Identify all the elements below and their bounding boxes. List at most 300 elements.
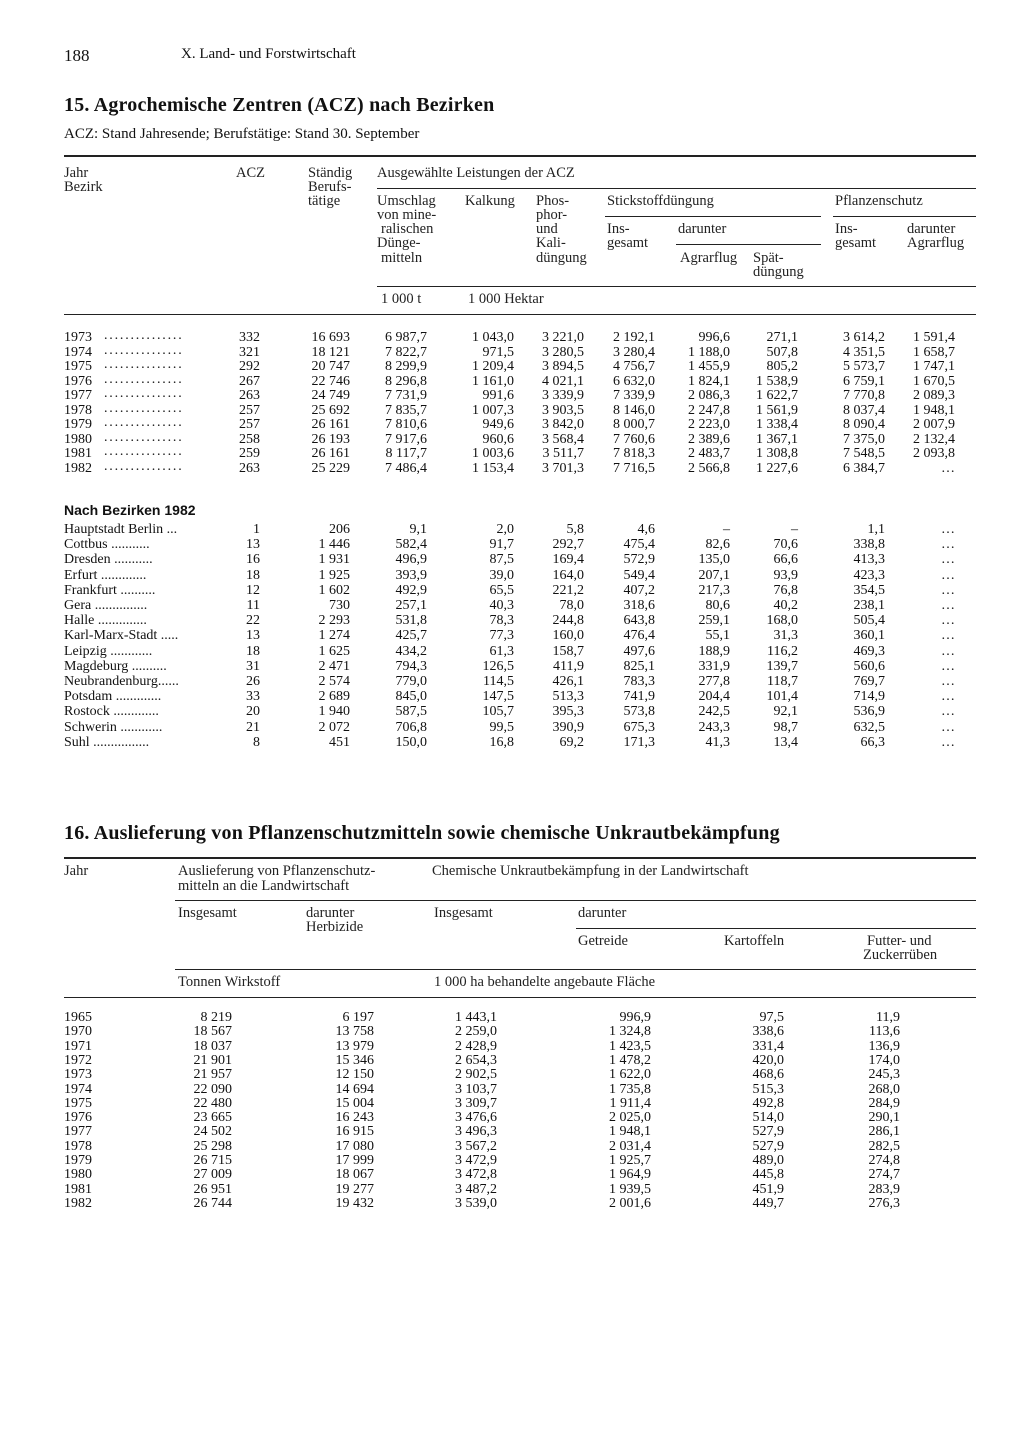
cell-value: 1 324,8 bbox=[609, 1024, 651, 1040]
cell-value: 1 003,6 bbox=[472, 446, 514, 461]
group-auslieferung: mitteln an die Landwirtschaft bbox=[178, 878, 350, 894]
row-label: Hauptstadt Berlin ... bbox=[64, 522, 178, 537]
cell-value: 87,5 bbox=[489, 552, 514, 568]
cell-value: 805,2 bbox=[766, 359, 798, 374]
col-pf-darunter: darunter bbox=[907, 221, 956, 237]
cell-value: 3 103,7 bbox=[455, 1081, 497, 1097]
cell-value: 1 423,5 bbox=[609, 1038, 651, 1054]
cell-value: 2 223,0 bbox=[688, 417, 730, 432]
cell-value: 40,3 bbox=[489, 598, 514, 613]
cell-value: … bbox=[941, 674, 955, 689]
col-phosphor: und bbox=[536, 221, 558, 237]
col-umschlag: Umschlag bbox=[377, 193, 436, 209]
cell-value: 11,9 bbox=[876, 1010, 900, 1025]
cell-value: 714,9 bbox=[853, 689, 885, 705]
cell-value: … bbox=[941, 628, 955, 644]
cell-value: 11 bbox=[246, 598, 260, 613]
cell-value: 8 090,4 bbox=[843, 417, 885, 432]
cell-value: 1 bbox=[253, 522, 260, 537]
cell-value: 114,5 bbox=[483, 674, 514, 689]
col-getreide: Getreide bbox=[578, 933, 628, 949]
cell-value: 14 694 bbox=[335, 1081, 374, 1097]
cell-value: 572,9 bbox=[623, 552, 655, 568]
cell-value: 290,1 bbox=[868, 1110, 900, 1126]
row-label: Suhl ................ bbox=[64, 734, 150, 750]
col-pf-insgesamt: gesamt bbox=[835, 235, 877, 251]
col-umschlag: von mine- bbox=[377, 207, 437, 223]
cell-value: 413,3 bbox=[853, 552, 885, 568]
running-head: X. Land- und Forstwirtschaft bbox=[181, 46, 356, 62]
cell-value: 489,0 bbox=[752, 1153, 784, 1168]
col-phosphor: phor- bbox=[536, 207, 568, 223]
cell-value: 91,7 bbox=[489, 537, 514, 553]
cell-value: … bbox=[941, 552, 955, 568]
cell-value: 8 000,7 bbox=[613, 417, 655, 432]
cell-value: 1 274 bbox=[318, 628, 350, 644]
cell-value: 22 090 bbox=[193, 1081, 232, 1097]
cell-value: – bbox=[723, 522, 730, 537]
cell-value: 3 487,2 bbox=[455, 1181, 497, 1197]
leader-dots: ............... bbox=[104, 328, 184, 343]
cell-value: 8 219 bbox=[200, 1010, 232, 1025]
cell-value: 82,6 bbox=[705, 537, 730, 553]
cell-value: 17 999 bbox=[335, 1153, 374, 1168]
cell-value: 1 824,1 bbox=[688, 373, 730, 389]
cell-value: 1 948,1 bbox=[609, 1124, 651, 1140]
cell-value: 268,0 bbox=[868, 1081, 900, 1097]
cell-value: 98,7 bbox=[773, 719, 798, 735]
cell-value: 6 759,1 bbox=[843, 373, 885, 389]
row-year: 1979 bbox=[64, 417, 92, 432]
cell-value: 1 443,1 bbox=[455, 1010, 497, 1025]
leader-dots: ............... bbox=[104, 342, 184, 358]
cell-value: … bbox=[941, 522, 955, 537]
cell-value: 26 193 bbox=[311, 431, 350, 447]
row-label: 1974 bbox=[64, 1081, 92, 1097]
col-jahr: Jahr bbox=[64, 165, 89, 181]
cell-value: 8 037,4 bbox=[843, 402, 885, 418]
cell-value: 160,0 bbox=[552, 628, 584, 644]
col-insgesamt-a: Insgesamt bbox=[178, 905, 237, 921]
cell-value: 3 894,5 bbox=[542, 359, 584, 374]
cell-value: 3 472,9 bbox=[455, 1153, 497, 1168]
row-label: 1972 bbox=[64, 1052, 92, 1068]
cell-value: 1 188,0 bbox=[688, 344, 730, 360]
cell-value: 515,3 bbox=[752, 1081, 784, 1097]
cell-value: … bbox=[941, 734, 955, 750]
cell-value: 2 093,8 bbox=[913, 446, 955, 461]
cell-value: 19 277 bbox=[335, 1181, 374, 1197]
cell-value: 1 939,5 bbox=[609, 1181, 651, 1197]
cell-value: 2 902,5 bbox=[455, 1067, 497, 1083]
row-label: 1980 bbox=[64, 1167, 92, 1183]
cell-value: 206 bbox=[329, 522, 350, 537]
stickstoff-rule bbox=[605, 216, 821, 217]
cell-value: 527,9 bbox=[752, 1124, 784, 1140]
cell-value: 420,0 bbox=[752, 1052, 784, 1068]
cell-value: 1 446 bbox=[318, 537, 350, 553]
cell-value: 3 472,8 bbox=[455, 1167, 497, 1183]
cell-value: 825,1 bbox=[623, 658, 655, 674]
cell-value: 1 948,1 bbox=[913, 402, 955, 418]
row-year: 1981 bbox=[64, 446, 92, 461]
leader-dots: ............... bbox=[104, 400, 184, 416]
cell-value: 2 025,0 bbox=[609, 1110, 651, 1126]
header-bottom-rule bbox=[64, 997, 976, 998]
cell-value: 147,5 bbox=[482, 689, 514, 705]
cell-value: 17 080 bbox=[335, 1138, 374, 1154]
cell-value: … bbox=[941, 613, 955, 629]
cell-value: 1 007,3 bbox=[472, 402, 514, 418]
cell-value: 139,7 bbox=[766, 658, 798, 674]
leader-dots: ............... bbox=[104, 429, 184, 445]
cell-value: 105,7 bbox=[482, 704, 514, 720]
row-label: 1979 bbox=[64, 1153, 92, 1168]
cell-value: 13,4 bbox=[773, 734, 798, 750]
row-label: Frankfurt .......... bbox=[64, 582, 156, 598]
cell-value: 451,9 bbox=[752, 1181, 784, 1197]
cell-value: 560,6 bbox=[853, 658, 885, 674]
leader-dots: ............... bbox=[104, 458, 184, 474]
cell-value: 7 917,6 bbox=[385, 431, 427, 447]
cell-value: 271,1 bbox=[766, 330, 798, 345]
row-label: 1971 bbox=[64, 1038, 92, 1054]
cell-value: 158,7 bbox=[552, 643, 584, 659]
cell-value: 321 bbox=[239, 344, 260, 360]
cell-value: 23 665 bbox=[193, 1110, 232, 1126]
cell-value: 8 296,8 bbox=[385, 373, 427, 389]
leader-dots: ............... bbox=[104, 357, 184, 372]
cell-value: 2 574 bbox=[318, 674, 350, 689]
group-ausgewaehlte-leistungen: Ausgewählte Leistungen der ACZ bbox=[377, 165, 575, 181]
cell-value: – bbox=[791, 522, 798, 537]
cell-value: 78,0 bbox=[559, 598, 584, 613]
cell-value: 2 428,9 bbox=[455, 1038, 497, 1054]
row-label: 1973 bbox=[64, 1067, 92, 1083]
cell-value: 13 bbox=[246, 537, 260, 553]
cell-value: 2 471 bbox=[318, 658, 350, 674]
cell-value: 425,7 bbox=[395, 628, 427, 644]
cell-value: 3 476,6 bbox=[455, 1110, 497, 1126]
cell-value: 996,9 bbox=[619, 1010, 651, 1025]
cell-value: 7 835,7 bbox=[385, 402, 427, 418]
cell-value: … bbox=[941, 598, 955, 613]
cell-value: 7 716,5 bbox=[613, 460, 655, 476]
cell-value: 3 842,0 bbox=[542, 417, 584, 432]
cell-value: 5 573,7 bbox=[843, 359, 885, 374]
cell-value: 3 567,2 bbox=[455, 1138, 497, 1154]
row-year: 1982 bbox=[64, 460, 92, 476]
cell-value: 1 043,0 bbox=[472, 330, 514, 345]
cell-value: 69,2 bbox=[559, 734, 584, 750]
cell-value: 7 486,4 bbox=[385, 460, 427, 476]
cell-value: 2 566,8 bbox=[688, 460, 730, 476]
cell-value: 2 389,6 bbox=[688, 431, 730, 447]
cell-value: 1 911,4 bbox=[609, 1095, 651, 1111]
cell-value: 549,4 bbox=[623, 567, 655, 583]
cell-value: 527,9 bbox=[752, 1138, 784, 1154]
col-futter-zuckerrueben: Zuckerrüben bbox=[863, 947, 938, 963]
cell-value: 949,6 bbox=[482, 417, 514, 432]
cell-value: 21 bbox=[246, 719, 260, 735]
leader-dots: ............... bbox=[104, 371, 184, 387]
cell-value: 496,9 bbox=[395, 552, 427, 568]
cell-value: 5,8 bbox=[566, 522, 584, 537]
cell-value: … bbox=[941, 704, 955, 720]
cell-value: 423,3 bbox=[853, 567, 885, 583]
cell-value: 21 901 bbox=[193, 1052, 232, 1068]
cell-value: 1 367,1 bbox=[756, 431, 798, 447]
col-jahr: Jahr bbox=[64, 863, 89, 879]
cell-value: 513,3 bbox=[552, 689, 584, 705]
cell-value: 292,7 bbox=[552, 537, 584, 553]
cell-value: 257 bbox=[239, 402, 260, 418]
row-label: Gera ............... bbox=[64, 598, 148, 613]
row-label: 1970 bbox=[64, 1024, 92, 1040]
cell-value: 66,6 bbox=[773, 552, 798, 568]
col-staendig: Ständig bbox=[308, 165, 353, 181]
cell-value: 12 150 bbox=[335, 1067, 374, 1083]
cell-value: 845,0 bbox=[395, 689, 427, 705]
cell-value: 2 001,6 bbox=[609, 1195, 651, 1211]
cell-value: 536,9 bbox=[853, 704, 885, 720]
cell-value: 9,1 bbox=[409, 522, 427, 537]
cell-value: 3 309,7 bbox=[455, 1095, 497, 1111]
cell-value: 1 227,6 bbox=[756, 460, 798, 476]
cell-value: 390,9 bbox=[552, 719, 584, 735]
col-phosphor: Phos- bbox=[536, 193, 570, 209]
cell-value: 113,6 bbox=[869, 1024, 900, 1040]
cell-value: 188,9 bbox=[698, 643, 730, 659]
col-pf-insgesamt: Ins- bbox=[835, 221, 858, 237]
cell-value: 730 bbox=[329, 598, 350, 613]
cell-value: 22 bbox=[246, 613, 260, 629]
cell-value: 2 007,9 bbox=[913, 417, 955, 432]
col-stick-insgesamt: gesamt bbox=[607, 235, 649, 251]
col-kartoffeln: Kartoffeln bbox=[724, 933, 785, 949]
cell-value: 26 161 bbox=[311, 446, 350, 461]
cell-value: 7 339,9 bbox=[613, 388, 655, 403]
cell-value: 26 715 bbox=[193, 1153, 232, 1168]
cell-value: 3 221,0 bbox=[542, 330, 584, 345]
cell-value: 587,5 bbox=[395, 704, 427, 720]
cell-value: 426,1 bbox=[552, 674, 584, 689]
cell-value: 33 bbox=[246, 689, 260, 705]
cell-value: 449,7 bbox=[752, 1195, 784, 1211]
cell-value: 245,3 bbox=[868, 1067, 900, 1083]
cell-value: 783,3 bbox=[623, 674, 655, 689]
cell-value: 2,0 bbox=[496, 522, 514, 537]
cell-value: 1 153,4 bbox=[472, 460, 514, 476]
cell-value: 706,8 bbox=[395, 719, 427, 735]
cell-value: 331,4 bbox=[752, 1038, 784, 1054]
cell-value: 1 308,8 bbox=[756, 446, 798, 461]
cell-value: 1 591,4 bbox=[913, 330, 955, 345]
cell-value: 70,6 bbox=[773, 537, 798, 553]
cell-value: 217,3 bbox=[698, 582, 730, 598]
row-label: Neubrandenburg...... bbox=[64, 674, 179, 689]
cell-value: … bbox=[941, 643, 955, 659]
col-herbizide: Herbizide bbox=[306, 919, 364, 935]
cell-value: 354,5 bbox=[853, 582, 885, 598]
cell-value: … bbox=[941, 460, 955, 476]
cell-value: 476,4 bbox=[623, 628, 655, 644]
cell-value: 22 480 bbox=[193, 1095, 232, 1111]
cell-value: 407,2 bbox=[623, 582, 655, 598]
cell-value: 960,6 bbox=[482, 431, 514, 447]
header-bottom-rule bbox=[64, 314, 976, 315]
group-stickstoff: Stickstoffdüngung bbox=[607, 193, 714, 209]
cell-value: 514,0 bbox=[752, 1110, 784, 1126]
stick-darunter-rule bbox=[676, 244, 821, 245]
cell-value: … bbox=[941, 582, 955, 598]
cell-value: 31 bbox=[246, 658, 260, 674]
cell-value: 6 632,0 bbox=[613, 373, 655, 389]
cell-value: 1 940 bbox=[318, 704, 350, 720]
cell-value: 3 568,4 bbox=[542, 431, 584, 447]
cell-value: 171,3 bbox=[623, 734, 655, 750]
row-label: Halle .............. bbox=[64, 613, 147, 629]
cell-value: 7 822,7 bbox=[385, 344, 427, 360]
cell-value: 1 561,9 bbox=[756, 402, 798, 418]
cell-value: 66,3 bbox=[860, 734, 885, 750]
cell-value: 332 bbox=[239, 330, 260, 345]
cell-value: 263 bbox=[239, 460, 260, 476]
cell-value: 25 298 bbox=[193, 1138, 232, 1154]
cell-value: 531,8 bbox=[395, 613, 427, 629]
row-label: Rostock ............. bbox=[64, 704, 159, 720]
group-rule bbox=[377, 188, 976, 189]
cell-value: 259,1 bbox=[698, 613, 730, 629]
cell-value: 150,0 bbox=[395, 734, 427, 750]
cell-value: … bbox=[941, 689, 955, 705]
cell-value: 475,4 bbox=[623, 537, 655, 553]
cell-value: 794,3 bbox=[395, 658, 427, 674]
cell-value: 207,1 bbox=[698, 567, 730, 583]
col-phosphor: Kali- bbox=[536, 235, 566, 251]
cell-value: 292 bbox=[239, 359, 260, 374]
cell-value: 13 758 bbox=[335, 1024, 374, 1040]
cell-value: 164,0 bbox=[552, 567, 584, 583]
cell-value: 118,7 bbox=[767, 674, 798, 689]
col-staendig: Berufs- bbox=[308, 179, 352, 195]
cell-value: 971,5 bbox=[482, 344, 514, 360]
cell-value: 274,7 bbox=[868, 1167, 900, 1183]
cell-value: 1 747,1 bbox=[913, 359, 955, 374]
cell-value: 2 132,4 bbox=[913, 431, 955, 447]
col-stick-darunter: darunter bbox=[678, 221, 727, 237]
cell-value: 395,3 bbox=[552, 704, 584, 720]
cell-value: 1 338,4 bbox=[756, 417, 798, 432]
cell-value: 434,2 bbox=[395, 643, 427, 659]
cell-value: 20 747 bbox=[311, 359, 350, 374]
cell-value: 18 bbox=[246, 567, 260, 583]
cell-value: 22 746 bbox=[311, 373, 350, 389]
cell-value: 3 511,7 bbox=[542, 446, 584, 461]
cell-value: 1 964,9 bbox=[609, 1167, 651, 1183]
cell-value: 7 548,5 bbox=[843, 446, 885, 461]
cell-value: 331,9 bbox=[698, 658, 730, 674]
table-15-title: 15. Agrochemische Zentren (ACZ) nach Bezirken bbox=[64, 94, 495, 116]
leader-dots: ............... bbox=[104, 444, 184, 459]
cell-value: 1 209,4 bbox=[472, 359, 514, 374]
cell-value: 1 602 bbox=[318, 582, 350, 598]
cell-value: 26 161 bbox=[311, 417, 350, 432]
cell-value: 2 031,4 bbox=[609, 1138, 651, 1154]
row-year: 1973 bbox=[64, 330, 92, 345]
row-year: 1975 bbox=[64, 359, 92, 374]
cell-value: 61,3 bbox=[489, 643, 514, 659]
cell-value: 18 567 bbox=[193, 1024, 232, 1040]
cell-value: 1 622,0 bbox=[609, 1067, 651, 1083]
cell-value: 76,8 bbox=[773, 582, 798, 598]
cell-value: 338,8 bbox=[853, 537, 885, 553]
cell-value: 2 483,7 bbox=[688, 446, 730, 461]
unit-1000-hektar: 1 000 Hektar bbox=[468, 291, 544, 307]
cell-value: 24 502 bbox=[193, 1124, 232, 1140]
col-bezirk: Bezirk bbox=[64, 179, 103, 195]
cell-value: 2 689 bbox=[318, 689, 350, 705]
cell-value: 741,9 bbox=[623, 689, 655, 705]
row-label: Schwerin ............ bbox=[64, 719, 163, 735]
row-year: 1977 bbox=[64, 388, 92, 403]
cell-value: 26 951 bbox=[193, 1181, 232, 1197]
cell-value: 80,6 bbox=[705, 598, 730, 613]
cell-value: 769,7 bbox=[853, 674, 885, 689]
row-label: Dresden ........... bbox=[64, 552, 153, 568]
cell-value: 8 bbox=[253, 734, 260, 750]
cell-value: 242,5 bbox=[698, 704, 730, 720]
cell-value: 1 658,7 bbox=[913, 344, 955, 360]
cell-value: 3 280,5 bbox=[542, 344, 584, 360]
cell-value: 632,5 bbox=[853, 719, 885, 735]
cell-value: 283,9 bbox=[868, 1181, 900, 1197]
row-year: 1980 bbox=[64, 431, 92, 447]
cell-value: 7 731,9 bbox=[385, 388, 427, 403]
cell-value: 168,0 bbox=[766, 613, 798, 629]
cell-value: 39,0 bbox=[489, 567, 514, 583]
col-spaetduengung: Spät- bbox=[753, 250, 784, 266]
cell-value: 1 622,7 bbox=[756, 388, 798, 403]
cell-value: 40,2 bbox=[773, 598, 798, 613]
col-darunter-b: darunter bbox=[578, 905, 627, 921]
cell-value: 21 957 bbox=[193, 1067, 232, 1083]
cell-value: 573,8 bbox=[623, 704, 655, 720]
cell-value: 258 bbox=[239, 431, 260, 447]
cell-value: 31,3 bbox=[773, 628, 798, 644]
cell-value: 468,6 bbox=[752, 1067, 784, 1083]
cell-value: 2 086,3 bbox=[688, 388, 730, 403]
cell-value: 492,9 bbox=[395, 582, 427, 598]
cell-value: 2 293 bbox=[318, 613, 350, 629]
cell-value: 135,0 bbox=[698, 552, 730, 568]
cell-value: 15 004 bbox=[335, 1095, 374, 1111]
cell-value: 451 bbox=[329, 734, 350, 750]
cell-value: 26 bbox=[246, 674, 260, 689]
cell-value: 12 bbox=[246, 582, 260, 598]
table-15-top-rule bbox=[64, 155, 976, 157]
cell-value: 6 197 bbox=[342, 1010, 374, 1025]
cell-value: 276,3 bbox=[868, 1195, 900, 1211]
row-year: 1978 bbox=[64, 402, 92, 418]
col-futter-zuckerrueben: Futter- und bbox=[867, 933, 932, 949]
row-label: 1981 bbox=[64, 1181, 92, 1197]
cell-value: 204,4 bbox=[698, 689, 730, 705]
cell-value: 16 693 bbox=[311, 330, 350, 345]
cell-value: 675,3 bbox=[623, 719, 655, 735]
cell-value: 360,1 bbox=[853, 628, 885, 644]
cell-value: 1 735,8 bbox=[609, 1081, 651, 1097]
